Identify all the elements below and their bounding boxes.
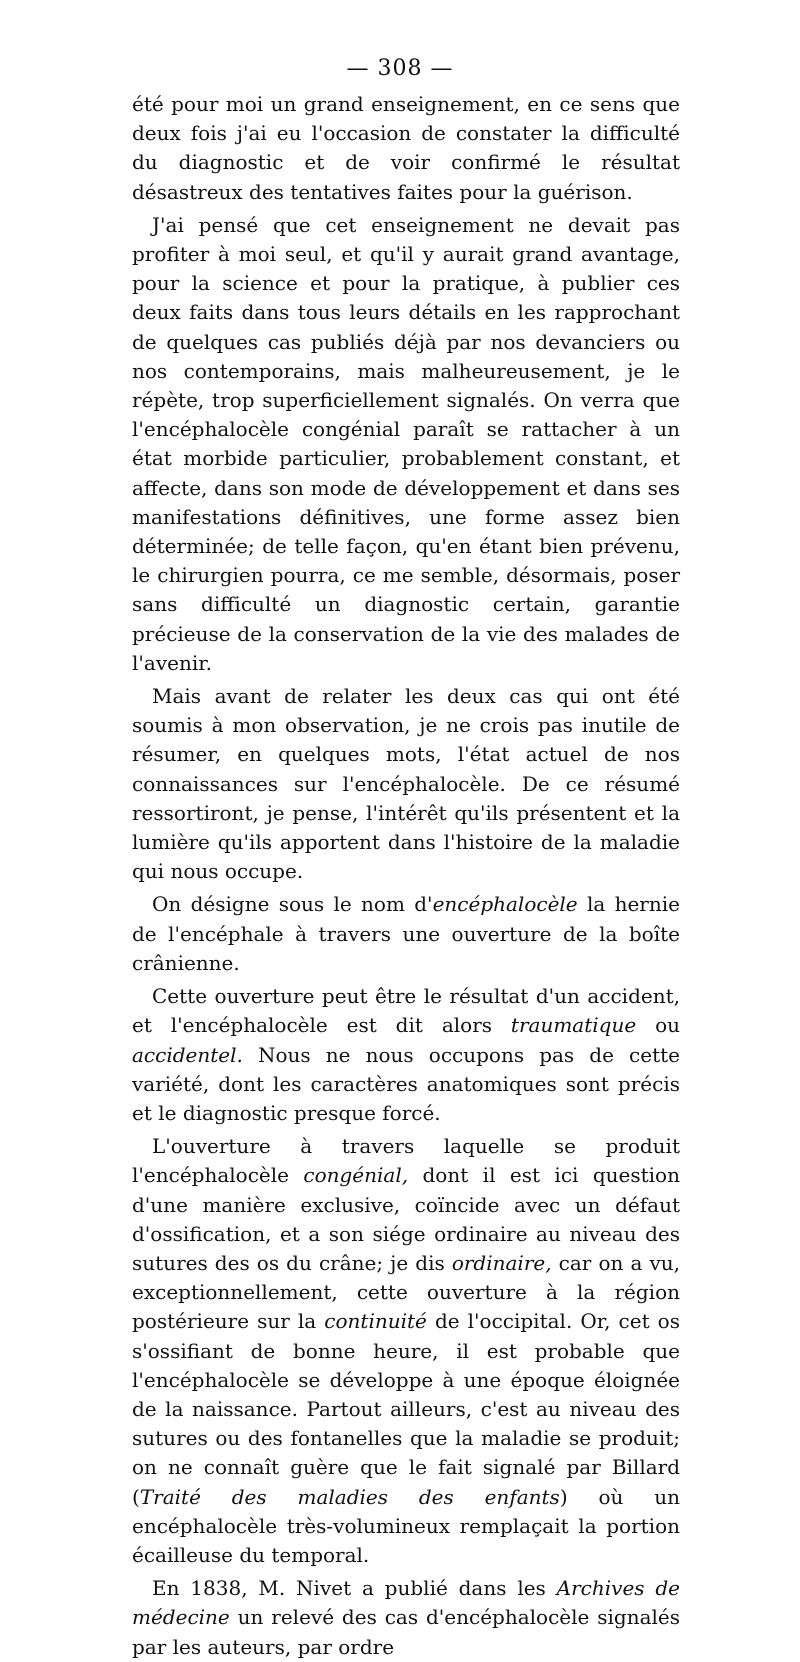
text-run: un relevé des cas d'encéphalocèle signalés par les auteurs, par ordre	[132, 1605, 680, 1659]
text-run: Nous ne nous occupons pas de cette variété, dont les caractères anatomiques sont précis et le diagnostic presque forcé.	[132, 1042, 680, 1125]
italic-text: congénial,	[303, 1163, 409, 1188]
text-run: L'ouverture à travers laquelle se produit l'encéphalocèle	[132, 1134, 680, 1188]
text-run: ) où un encéphalocèle très-volumineux remplaçait la portion écailleuse du temporal.	[132, 1484, 681, 1567]
paragraph	[132, 682, 680, 886]
paragraph	[132, 982, 680, 1128]
text-run: car on a vu, exceptionnellement, cette ouverture à la région postérieure sur la	[132, 1250, 680, 1334]
text-run: Cette ouverture peut être le résultat d'un accident, et l'encéphalocèle est dit alors	[132, 984, 680, 1038]
italic-text: ordinaire,	[451, 1250, 552, 1275]
paragraph	[132, 90, 680, 207]
italic-text: traumatique	[510, 1013, 637, 1038]
italic-text: continuité	[324, 1309, 427, 1334]
text-run: été pour moi un grand enseignement, en ce sens que deux fois j'ai eu l'occasion de constater la difficulté du diagnostic et de voir confirmé le résultat désastreux des tentatives faites pour la guérison.	[132, 92, 680, 204]
text-run: de l'occipital. Or, cet os s'ossifiant de bonne heure, il est probable que l'encéphalocèle se développe à une époque éloignée de la naissance. Partout ailleurs, c'est au niveau des sutures ou des fontanelles que la maladie se produit; on ne connaît guère que le fait signalé par Billard (	[132, 1309, 680, 1509]
italic-text: Traité des maladies des enfants	[139, 1484, 560, 1509]
italic-text: accidentel.	[132, 1042, 243, 1067]
text-run: la hernie de l'encéphale à travers une ouverture de la boîte crânienne.	[132, 892, 680, 975]
page-number: — 308 —	[346, 56, 454, 81]
paragraph	[132, 890, 680, 978]
italic-text: encéphalocèle	[432, 892, 578, 917]
text-run: dont il est ici question d'une manière exclusive, coïncide avec un défaut d'ossification, et a son siége ordinaire au niveau des sutures des os du crâne; je dis	[132, 1163, 680, 1275]
text-run: On désigne sous le nom d'	[152, 892, 433, 917]
paragraph	[132, 1574, 680, 1662]
body-text	[132, 90, 680, 1662]
text-run: En 1838, M. Nivet a publié dans les	[152, 1576, 557, 1601]
italic-text: Archives de médecine	[132, 1576, 681, 1630]
paragraph	[132, 1132, 680, 1570]
text-run: Mais avant de relater les deux cas qui ont été soumis à mon observation, je ne crois pas inutile de résumer, en quelques mots, l'état actuel de nos connaissances sur l'encéphalocèle. De ce résumé ressortiront, je pense, l'intérêt qu'ils présentent et la lumière qu'ils apportent dans l'histoire de la maladie qui nous occupe.	[132, 684, 680, 884]
text-run: J'ai pensé que cet enseignement ne devait pas profiter à moi seul, et qu'il y aurait grand avantage, pour la science et pour la pratique, à publier ces deux faits dans tous leurs détails en les rapprochant de quelques cas publiés déjà par nos devanciers ou nos contemporains, mais malheureusement, je le répète, trop superficiellement signalés. On verra que l'encéphalocèle congénial paraît se rattacher à un état morbide particulier, probablement constant, et affecte, dans son mode de développement et dans ses manifestations définitives, une forme assez bien déterminée; de telle façon, qu'en étant bien prévenu, le chirurgien pourra, ce me semble, désormais, poser sans difficulté un diagnostic certain, garantie précieuse de la conservation de la vie des malades de l'avenir.	[132, 212, 680, 675]
paragraph	[132, 211, 680, 678]
text-run: ou	[636, 1013, 680, 1038]
